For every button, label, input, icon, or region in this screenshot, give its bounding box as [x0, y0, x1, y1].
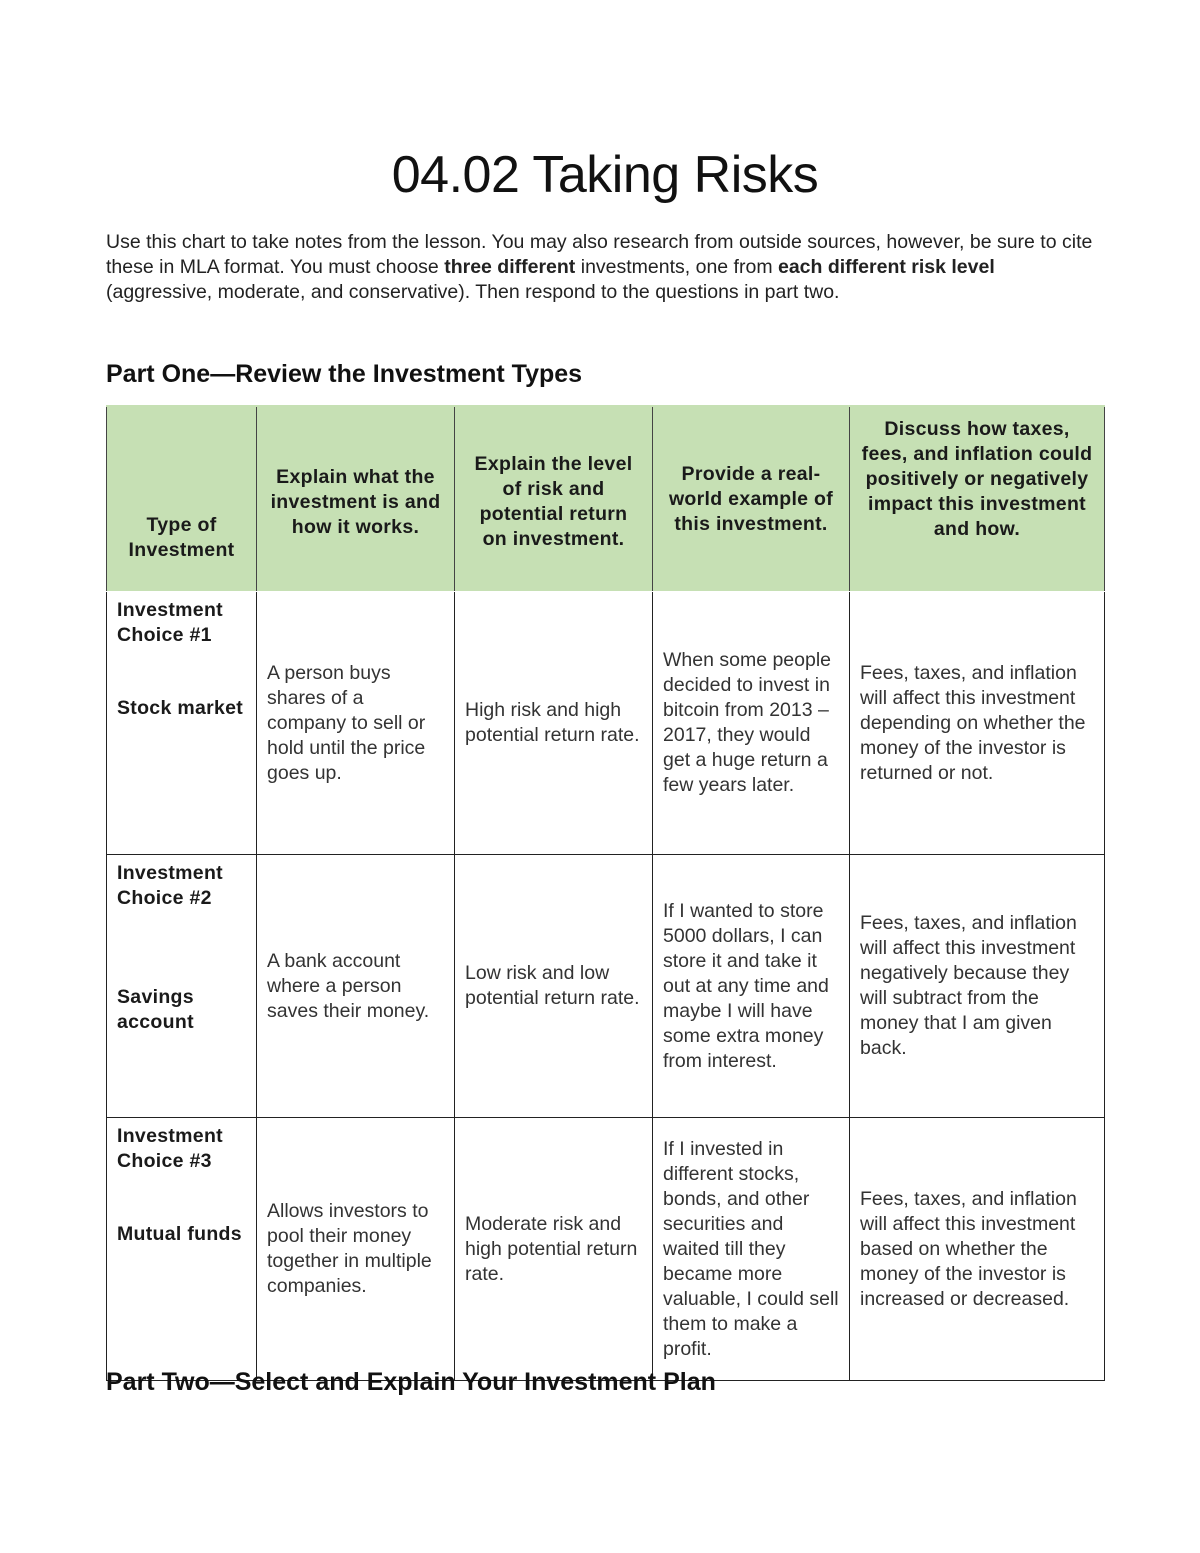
table-row [107, 1118, 1105, 1381]
header-real-world-example: Provide a real-world example of this investment. [653, 406, 850, 592]
header-explain-investment: Explain what the investment is and how it works. [257, 406, 455, 592]
example-cell: If I wanted to store 5000 dollars, I can store it and take it out at any time and maybe I will have some extra money from interest. [653, 855, 850, 1118]
investment-table [106, 405, 1105, 1381]
investment-name: Stock market [117, 697, 244, 719]
header-taxes-fees-inflation: Discuss how taxes, fees, and inflation could positively or negatively impact this investment and how. [850, 406, 1105, 592]
intro-text-2: investments, one from [575, 256, 778, 278]
intro-text-3: (aggressive, moderate, and conservative). Then respond to the questions in part two. [106, 281, 840, 303]
explain-cell: A bank account where a person saves their money. [257, 855, 455, 1118]
intro-bold-2: each different risk level [777, 256, 995, 278]
example-cell: If I invested in different stocks, bonds, and other securities and waited till they became more valuable, I could sell them to make a profit. [653, 1118, 850, 1381]
table-row [107, 592, 1105, 855]
risk-cell: Low risk and low potential return rate. [455, 855, 653, 1118]
risk-cell: High risk and high potential return rate. [455, 592, 653, 855]
intro-text-1: Use this chart to take notes from the lesson. You may also research from outside sources, however, be sure to cite these in MLA format. You must choose [106, 231, 1093, 278]
impact-cell: Fees, taxes, and inflation will affect this investment negatively because they will subtract from the money that I am given back. [850, 855, 1105, 1118]
investment-choice-label: Investment Choice #3 [117, 1125, 223, 1172]
intro-paragraph [106, 230, 1104, 305]
table-header-row [107, 406, 1105, 592]
spacer [117, 911, 246, 985]
spacer [117, 1174, 246, 1222]
type-cell [107, 855, 257, 1118]
investment-name: Mutual funds [117, 1223, 242, 1245]
header-type-of-investment: Type of Investment [107, 406, 257, 592]
part-one-heading: Part One—Review the Investment Types [106, 360, 583, 388]
part-two-heading: Part Two—Select and Explain Your Investment Plan [106, 1368, 716, 1396]
impact-cell: Fees, taxes, and inflation will affect this investment depending on whether the money of the investor is returned or not. [850, 592, 1105, 855]
intro-bold-1: three different [444, 256, 576, 278]
header-risk-level: Explain the level of risk and potential return on investment. [455, 406, 653, 592]
spacer [117, 648, 246, 696]
risk-cell: Moderate risk and high potential return rate. [455, 1118, 653, 1381]
explain-cell: Allows investors to pool their money together in multiple companies. [257, 1118, 455, 1381]
investment-name: Savings account [117, 986, 194, 1033]
type-cell [107, 592, 257, 855]
page-title: 04.02 Taking Risks [391, 146, 819, 204]
explain-cell: A person buys shares of a company to sell or hold until the price goes up. [257, 592, 455, 855]
impact-cell: Fees, taxes, and inflation will affect this investment based on whether the money of the investor is increased or decreased. [850, 1118, 1105, 1381]
investment-choice-label: Investment Choice #2 [117, 862, 223, 909]
example-cell: When some people decided to invest in bitcoin from 2013 – 2017, they would get a huge return a few years later. [653, 592, 850, 855]
investment-choice-label: Investment Choice #1 [117, 599, 223, 646]
type-cell [107, 1118, 257, 1381]
table-row [107, 855, 1105, 1118]
